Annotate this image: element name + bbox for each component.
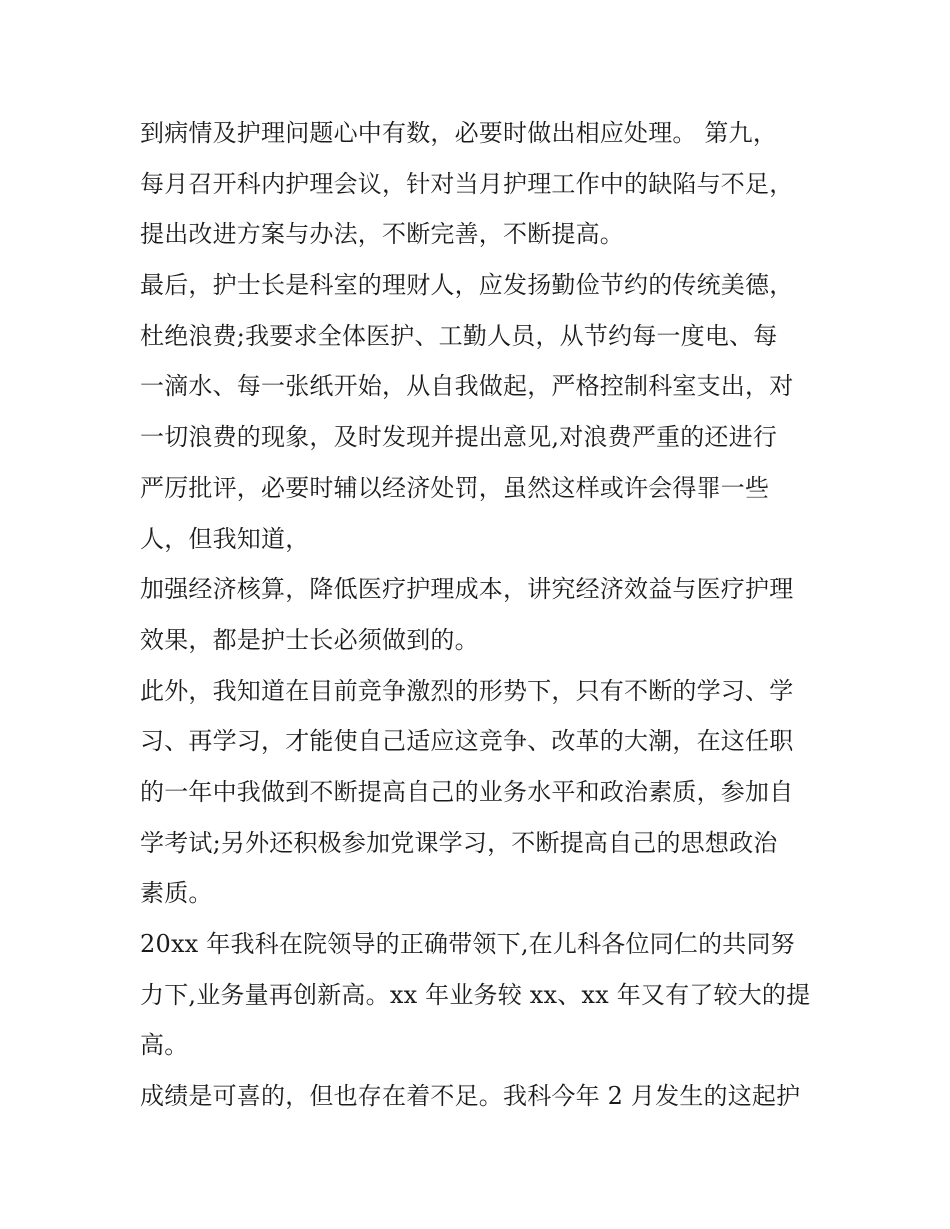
text-line: 素质。 bbox=[140, 879, 213, 908]
text-line: 每月召开科内护理会议，针对当月护理工作中的缺陷与不足， bbox=[140, 169, 794, 198]
text-line: 提出改进方案与办法，不断完善，不断提高。 bbox=[140, 220, 624, 249]
text-line: 效果，都是护士长必须做到的。 bbox=[140, 625, 479, 654]
text-line: 严厉批评，必要时辅以经济处罚，虽然这样或许会得罪一些 bbox=[140, 473, 770, 502]
text-line: 一滴水、每一张纸开始，从自我做起，严格控制科室支出，对 bbox=[140, 372, 794, 401]
text-line: 高。 bbox=[140, 1031, 189, 1060]
text-line: 20xx 年我科在院领导的正确带领下,在儿科各位同仁的共同努 bbox=[140, 930, 795, 958]
text-line: 习、再学习，才能使自己适应这竞争、改革的大潮，在这任职 bbox=[140, 727, 794, 756]
document-body bbox=[140, 108, 820, 1122]
text-line: 成绩是可喜的，但也存在着不足。我科今年 2 月发生的这起护 bbox=[140, 1082, 801, 1111]
text-line: 一切浪费的现象，及时发现并提出意见,对浪费严重的还进行 bbox=[140, 423, 778, 452]
text-line: 到病情及护理问题心中有数，必要时做出相应处理。 第九， bbox=[140, 119, 778, 147]
text-line: 人，但我知道， bbox=[140, 524, 310, 553]
text-line: 的一年中我做到不断提高自己的业务水平和政治素质，参加自 bbox=[140, 777, 794, 806]
text-line: 最后，护士长是科室的理财人，应发扬勤俭节约的传统美德， bbox=[140, 271, 794, 300]
text-line: 力下,业务量再创新高。xx 年业务较 xx、xx 年又有了较大的提 bbox=[140, 980, 811, 1009]
text-line: 杜绝浪费;我要求全体医护、工勤人员，从节约每一度电、每 bbox=[140, 321, 778, 350]
text-line: 加强经济核算，降低医疗护理成本，讲究经济效益与医疗护理 bbox=[140, 575, 794, 604]
text-line: 此外，我知道在目前竞争激烈的形势下，只有不断的学习、学 bbox=[140, 676, 794, 705]
text-line: 学考试;另外还积极参加党课学习，不断提高自己的思想政治 bbox=[140, 828, 778, 857]
